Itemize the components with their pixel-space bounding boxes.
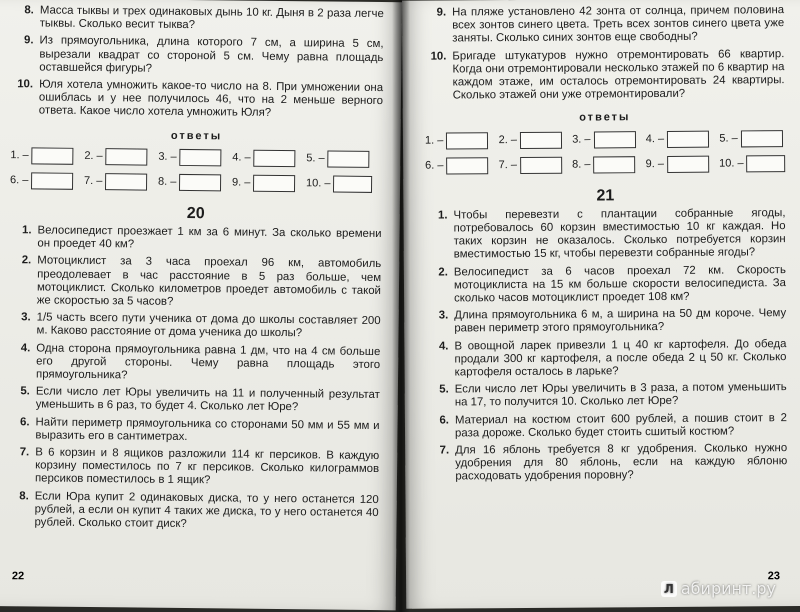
problem-item <box>11 35 383 79</box>
answer-box[interactable] <box>253 175 295 192</box>
problem-number: 9. <box>436 6 447 19</box>
problem-item <box>7 446 379 490</box>
answer-label: 7. – <box>84 174 103 187</box>
problem-text: Из прямоугольника, длина которого 7 см, а ширина 5 см, вырезали квадрат со стороной 5 см. Чему равна площадь оставшейся фигуры? <box>39 34 384 75</box>
answer-label: 5. – <box>719 131 738 145</box>
problem-text: Для 16 яблонь требуется 8 кг удобрения. Сколько нужно удобрения для 80 яблонь, если на каждую яблоню расходовать удобрения поровну? <box>455 442 788 483</box>
answer-row <box>10 172 382 193</box>
answer-row <box>10 147 382 168</box>
problem-number: 6. <box>19 415 30 429</box>
answer-item <box>425 157 491 174</box>
answer-item <box>425 132 491 149</box>
problem-number: 5. <box>20 385 30 398</box>
answer-item <box>499 156 565 173</box>
answer-label: 8. – <box>158 175 177 188</box>
answer-label: 5. – <box>306 151 325 165</box>
watermark <box>661 579 776 598</box>
answer-item <box>572 156 638 173</box>
problem-number: 2. <box>438 266 448 279</box>
section-heading: 20 <box>186 204 205 223</box>
section-heading: 21 <box>596 186 615 205</box>
problem-item <box>11 78 383 122</box>
problem-text: Велосипедист проезжает 1 км за 6 минут. За сколько времени он проедет 40 км? <box>37 224 382 251</box>
answer-item <box>84 173 150 191</box>
problem-number: 2. <box>21 254 32 267</box>
problem-number: 10. <box>17 78 34 91</box>
problem-item <box>426 307 786 336</box>
answer-item <box>306 175 372 193</box>
problem-text: Если число лет Юры увеличить на 11 и полученный результат уменьшить в 6 раз, то будет 4. Сколько лет Юре? <box>35 385 380 414</box>
problem-number: 4. <box>20 341 31 355</box>
answer-label: 3. – <box>572 133 591 146</box>
answer-item <box>646 130 712 147</box>
problem-text: Если число лет Юры увеличить в 3 раза, а потом уменьшить на 17, то получится 10. Сколько лет Юре? <box>454 381 787 409</box>
answer-item <box>499 131 565 148</box>
answer-box[interactable] <box>520 131 562 148</box>
answer-item <box>232 174 298 192</box>
problem-item <box>424 4 784 46</box>
problem-number: 1. <box>22 224 32 237</box>
problem-number: 3. <box>438 309 449 322</box>
problem-text: Длина прямоугольника 6 м, а ширина на 50 дм короче. Чему равен периметр этого прямоугольника? <box>454 307 787 335</box>
book-gutter <box>392 0 410 612</box>
problem-text: Материал на костюм стоит 600 рублей, а пошив стоит в 2 раза дороже. Сколько будет стоить сшитый костюм? <box>454 411 787 440</box>
problem-text: Одна сторона прямоугольника равна 1 дм, что на 4 см больше его другой стороны. Чему равна площадь этого прямоугольника? <box>35 342 381 382</box>
watermark-badge: Л <box>661 581 677 597</box>
answer-box[interactable] <box>254 150 296 167</box>
answer-box[interactable] <box>667 155 709 172</box>
problem-number: 7. <box>19 446 30 459</box>
answer-item <box>306 150 372 168</box>
problem-item <box>426 264 786 306</box>
problem-text: На пляже установлено 42 зонта от солнца, причем половина всех зонтов синего цвета. Треть всех зонтов синего цвета уже заняты. Сколько синих зонтов еще свободны? <box>452 4 785 45</box>
answer-row <box>425 155 785 175</box>
answers-title: ответы <box>579 111 631 124</box>
problem-item <box>8 342 380 386</box>
answer-label: 3. – <box>158 150 177 163</box>
answer-box[interactable] <box>31 172 73 189</box>
problem-item <box>8 385 380 415</box>
answer-label: 7. – <box>498 158 518 171</box>
problem-number: 6. <box>439 414 449 427</box>
problem-number: 3. <box>21 311 31 324</box>
problem-number: 10. <box>430 50 447 63</box>
answers-title: ответы <box>170 129 223 143</box>
answer-row <box>425 130 785 150</box>
answer-label: 9. – <box>232 176 251 189</box>
left-column <box>6 4 384 537</box>
right-page <box>402 0 800 609</box>
problem-item <box>424 48 784 103</box>
answer-item <box>158 149 224 167</box>
problem-number: 9. <box>23 34 34 47</box>
answer-box[interactable] <box>106 148 148 165</box>
answer-item <box>572 131 638 148</box>
answer-box[interactable] <box>446 157 488 174</box>
problem-item <box>426 338 786 380</box>
answer-label: 6. – <box>425 159 444 172</box>
problem-text: 1/5 часть всего пути ученика от дома до школы составляет 200 м. Каково расстояние от дома ученика до школы? <box>36 311 381 340</box>
problem-item <box>7 416 379 446</box>
problem-item <box>9 255 382 312</box>
answer-label: 10. – <box>719 156 744 170</box>
problem-item <box>8 311 380 341</box>
answer-label: 10. – <box>306 176 331 190</box>
problem-number: 1. <box>437 209 448 222</box>
answer-label: 1. – <box>10 148 29 162</box>
problem-number: 8. <box>24 4 34 17</box>
answer-box[interactable] <box>747 155 786 172</box>
answer-label: 9. – <box>645 157 665 170</box>
answer-box[interactable] <box>105 173 147 190</box>
problem-text: Если Юра купит 2 одинаковых диска, то у него останется 120 рублей, а если он купит 4 таких же диска, то у него останется 40 рублей. Сколько стоит диск? <box>34 490 379 531</box>
problem-item <box>427 412 787 441</box>
answer-box[interactable] <box>180 149 222 166</box>
problem-item <box>9 224 381 254</box>
problem-text: Чтобы перевезти с плантации собранные ягоды, потребовалось 60 корзин вместимостью 10 кг каждая. Но таких корзин не оказалось. Сколько потребуется корзин вместимостью 15 кг, чтобы перевезти собранные ягоды? <box>453 206 786 261</box>
answer-label: 2. – <box>84 149 103 162</box>
problem-text: Найти периметр прямоугольника со сторонами 50 мм и 55 мм и выразить его в сантиметрах. <box>35 416 380 443</box>
problem-item <box>427 442 787 484</box>
answer-box[interactable] <box>741 130 783 147</box>
page-number: 23 <box>767 570 781 583</box>
answer-label: 4. – <box>232 151 251 164</box>
problem-text: Бригаде штукатуров нужно отремонтировать 66 квартир. Когда они отремонтировали несколько этажей по 6 квартир на каждом этаже, им осталось отремонтировать 24 квартиры. Сколько этажей они уже отремонтировали? <box>452 47 785 102</box>
answer-box[interactable] <box>32 147 74 164</box>
problem-number: 7. <box>439 444 450 457</box>
answer-item <box>10 172 76 190</box>
problem-number: 4. <box>438 340 449 353</box>
answer-box[interactable] <box>179 174 221 191</box>
answer-item <box>719 155 785 172</box>
answer-box[interactable] <box>328 150 370 167</box>
problem-text: Велосипедист за 6 часов проехал 72 км. Скорость мотоциклиста на 15 км больше скорости велосипедиста. За сколько часов мотоциклист проедет 108 км? <box>453 263 787 305</box>
problem-item <box>427 381 787 410</box>
answer-label: 6. – <box>10 173 29 187</box>
problem-text: В 6 корзин и 8 ящиков разложили 114 кг персиков. В каждую корзину поместилось по 7 кг персиков. Сколько килограммов персиков поместилось в 1 ящик? <box>34 446 380 487</box>
right-column <box>424 4 787 488</box>
problem-item <box>6 490 378 534</box>
problem-number: 8. <box>19 489 29 503</box>
watermark-text: абиринт.ру <box>680 579 776 598</box>
answer-label: 8. – <box>572 158 591 171</box>
answer-box[interactable] <box>520 156 562 173</box>
problem-number: 5. <box>439 383 449 396</box>
problem-text: Масса тыквы и трех одинаковых дынь 10 кг. Дыня в 2 раза легче тыквы. Сколько весит тыква? <box>39 4 384 32</box>
problem-item <box>425 207 785 262</box>
answer-box[interactable] <box>593 156 635 173</box>
problem-item <box>12 4 384 34</box>
answer-box[interactable] <box>333 175 372 192</box>
answer-box[interactable] <box>446 132 488 149</box>
answer-item <box>84 148 150 166</box>
answer-label: 2. – <box>498 133 517 146</box>
problem-text: Мотоциклист за 3 часа проехал 96 км, автомобиль преодолевает в час расстояние в 5 раз больше, чем мотоциклист. Сколько километров проедет автомобиль с такой же скоростью за 5 часов? <box>36 254 382 308</box>
answer-item <box>10 147 76 165</box>
answer-box[interactable] <box>667 130 709 147</box>
answer-item <box>719 130 785 147</box>
page-number: 22 <box>11 570 25 583</box>
answer-label: 1. – <box>424 134 444 147</box>
answer-item <box>158 174 224 192</box>
answer-item <box>232 149 298 167</box>
answer-label: 4. – <box>645 132 665 145</box>
answer-item <box>646 155 712 172</box>
problem-text: В овощной ларек привезли 1 ц 40 кг картофеля. До обеда продали 300 кг картофеля, а после обеда 2 ц 50 кг. Сколько картофеля осталось в ларьке? <box>454 337 787 379</box>
problem-text: Юля хотела умножить какое-то число на 8. При умножении она ошиблась и у нее получилось 46, что на 2 меньше верного ответа. Какое число хотела умножить Юля? <box>38 78 384 120</box>
answer-box[interactable] <box>593 131 635 148</box>
